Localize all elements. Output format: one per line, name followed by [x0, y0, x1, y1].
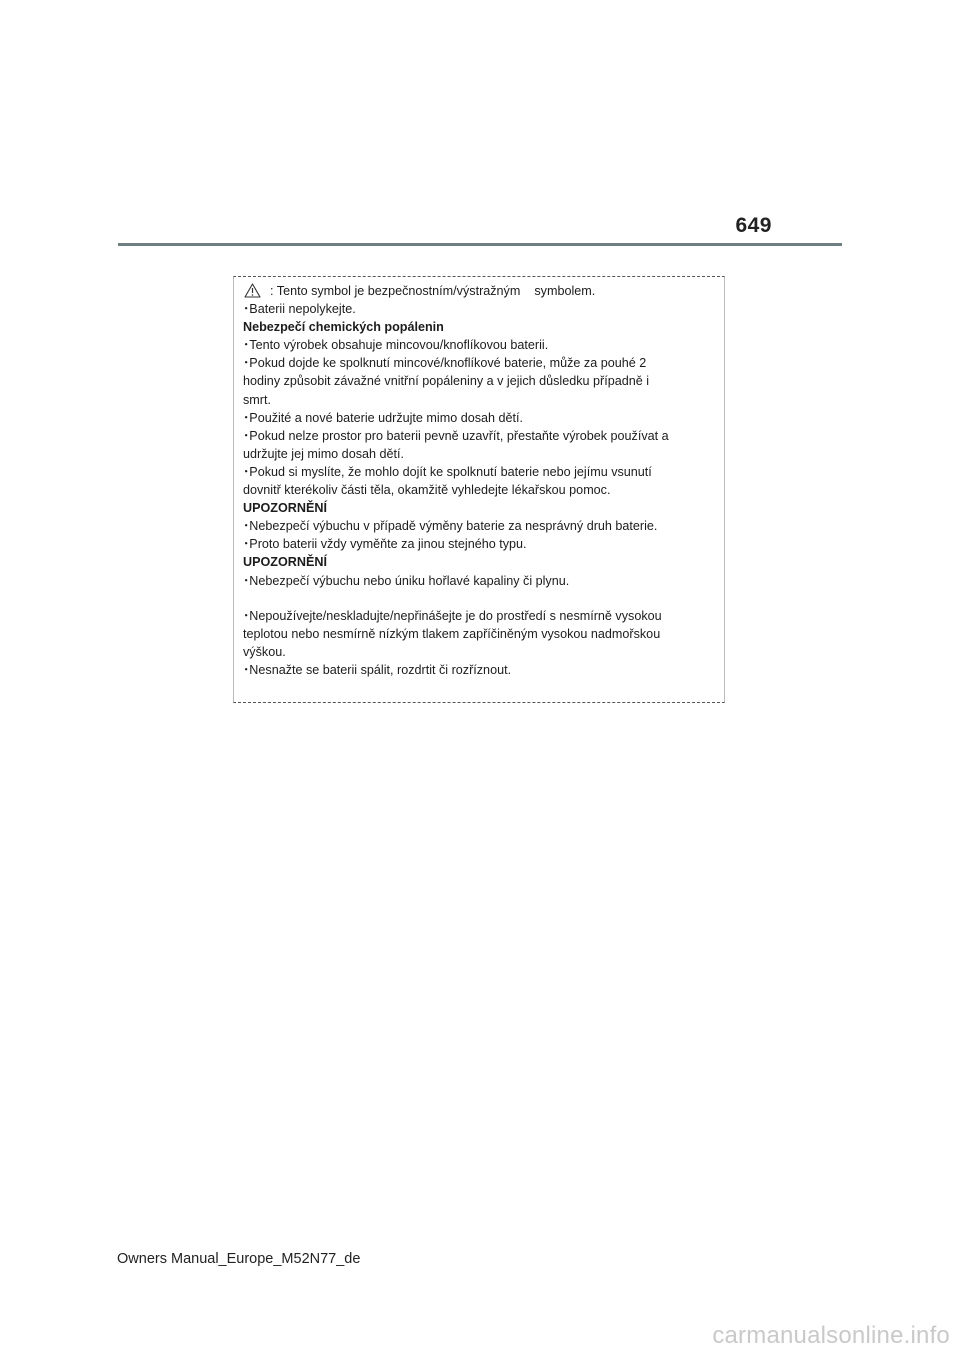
notice-text-line: ･Použité a nové baterie udržujte mimo dosah dětí.: [243, 410, 524, 425]
notice-text-line: ･Nebezpečí výbuchu nebo úniku hořlavé kapaliny či plynu.: [243, 573, 570, 588]
notice-text-line: ･Pokud si myslíte, že mohlo dojít ke spolknutí baterie nebo jejímu vsunutí: [243, 464, 652, 479]
notice-text-line: ･Nesnažte se baterii spálit, rozdrtit či rozříznout.: [243, 662, 512, 677]
symbol-explanation-line: [243, 282, 724, 300]
notice-text-line: teplotou nebo nesmírně nízkým tlakem zapříčiněným vysokou nadmořskou: [243, 626, 661, 641]
symbol-text-after: symbolem.: [534, 284, 596, 298]
page-number: 649: [735, 214, 772, 237]
header-divider: [118, 243, 842, 246]
notice-text-line: ･Baterii nepolykejte.: [243, 302, 356, 317]
notice-text-line: ･Pokud nelze prostor pro baterii pevně uzavřít, přestaňte výrobek používat a: [243, 428, 669, 443]
symbol-text-before: : Tento symbol je bezpečnostním/výstražným: [270, 284, 521, 298]
battery-warning-box: [233, 276, 725, 703]
notice-text-line: ･Proto baterii vždy vyměňte za jinou stejného typu.: [243, 537, 527, 552]
notice-text-line: smrt.: [243, 392, 271, 407]
notice-lines: [243, 300, 724, 679]
notice-heading: UPOZORNĚNÍ: [243, 501, 327, 516]
notice-text-line: ･Pokud dojde ke spolknutí mincové/knoflíkové baterie, může za pouhé 2: [243, 356, 647, 371]
warning-triangle-icon: [244, 283, 261, 298]
notice-text-line: výškou.: [243, 644, 286, 659]
watermark-text: carmanualsonline.info: [712, 1322, 950, 1349]
notice-text-line: hodiny způsobit závažné vnitřní popáleniny a v jejich důsledku případně i: [243, 374, 650, 389]
notice-text-line: ･Nebezpečí výbuchu v případě výměny baterie za nesprávný druh baterie.: [243, 519, 658, 534]
notice-text-line: udržujte jej mimo dosah dětí.: [243, 446, 405, 461]
notice-text-line: dovnitř kterékoliv části těla, okamžitě vyhledejte lékařskou pomoc.: [243, 483, 611, 498]
notice-heading: UPOZORNĚNÍ: [243, 555, 327, 570]
footer-manual-id: Owners Manual_Europe_M52N77_de: [117, 1251, 361, 1267]
notice-text-line: ･Nepoužívejte/neskladujte/nepřinášejte je do prostředí s nesmírně vysokou: [243, 608, 662, 623]
notice-text-line: ･Tento výrobek obsahuje mincovou/knoflíkovou baterii.: [243, 338, 549, 353]
notice-heading: Nebezpečí chemických popálenin: [243, 320, 444, 335]
